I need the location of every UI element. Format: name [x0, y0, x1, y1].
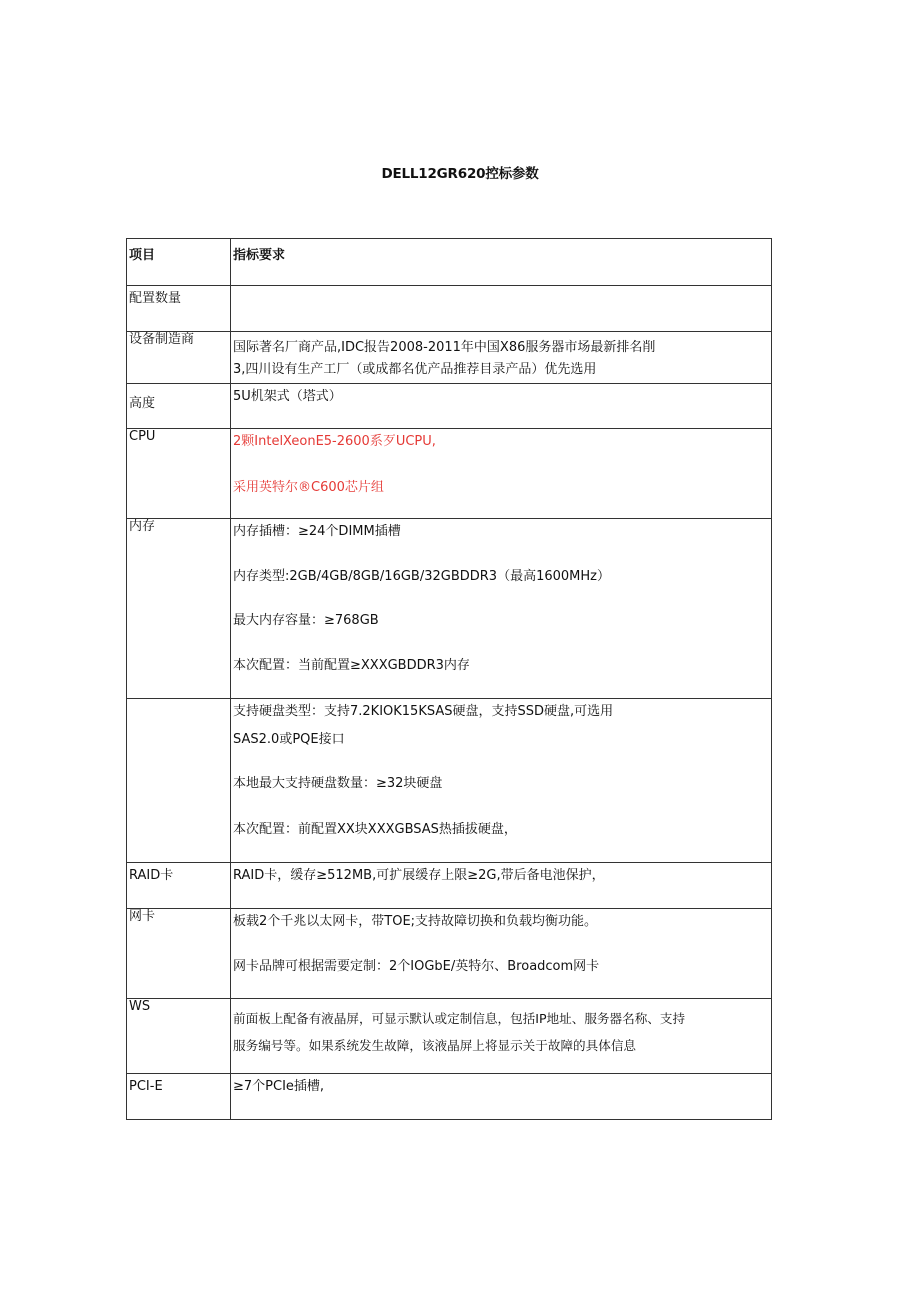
requirement-line: 服务编号等。如果系统发生故障，该液晶屏上将显示关于故障的具体信息	[233, 1038, 636, 1054]
row-requirement-memory	[231, 519, 772, 699]
table-row	[127, 699, 772, 863]
requirement-line: 本地最大支持硬盘数量：≥32块硬盘	[233, 776, 443, 792]
requirement-line: 本次配置：当前配置≥XXXGBDDR3内存	[233, 657, 470, 673]
requirement-line: 前面板上配备有液晶屏，可显示默认或定制信息，包括IP地址、服务器名称、支持	[233, 1011, 686, 1026]
row-requirement-cpu	[231, 429, 772, 519]
requirement-line: 内存类型:2GB/4GB/8GB/16GB/32GBDDR3（最高1600MHz）	[233, 568, 610, 584]
requirement-line: 国际著名厂商产品,IDC报告2008-2011年中国X86服务器市场最新排名削	[233, 340, 656, 355]
row-item-manufacturer: 设备制造商	[127, 332, 231, 384]
table-row	[127, 332, 772, 384]
table-row	[127, 863, 772, 909]
table-row	[127, 999, 772, 1074]
row-item-memory: 内存	[127, 519, 231, 699]
requirement-line: 网卡品牌可根据需要定制：2个IOGbE/英特尔、Broadcom网卡	[233, 958, 600, 974]
row-item-raid: RAID卡	[127, 863, 231, 909]
header-requirement: 指标要求	[231, 239, 772, 286]
spec-table	[126, 238, 772, 1120]
table-header-row	[127, 239, 772, 286]
row-requirement-manufacturer	[231, 332, 772, 384]
requirement-line: 内存插槽：≥24个DIMM插槽	[233, 524, 401, 539]
row-item-cpu: CPU	[127, 429, 231, 519]
requirement-line: ≥7个PCIe插槽,	[233, 1079, 325, 1094]
requirement-line: 2颗IntelXeonE5-2600系歹UCPU,	[233, 434, 436, 449]
requirement-line: SAS2.0或PQE接口	[233, 731, 345, 747]
row-item-ws: WS	[127, 999, 231, 1074]
table-row	[127, 429, 772, 519]
row-requirement-ws	[231, 999, 772, 1074]
row-requirement-raid	[231, 863, 772, 909]
row-item-nic: 网卡	[127, 909, 231, 999]
row-item-pcie: PCI-E	[127, 1074, 231, 1120]
table-row	[127, 286, 772, 332]
requirement-line: 5U机架式（塔式）	[233, 389, 342, 404]
requirement-line: 支持硬盘类型：支持7.2KIOK15KSAS硬盘，支持SSD硬盘,可选用	[233, 704, 614, 719]
row-requirement-pcie	[231, 1074, 772, 1120]
row-item-height: 高度	[127, 384, 231, 429]
requirement-line: 采用英特尔®C600芯片组	[233, 479, 384, 495]
requirement-line: 3,四川设有生产工厂（或成都名优产品推荐目录产品）优先选用	[233, 361, 597, 377]
table-row	[127, 519, 772, 699]
row-requirement-storage	[231, 699, 772, 863]
table-row	[127, 384, 772, 429]
page-title: DELL12GR620控标参数	[381, 166, 539, 182]
row-requirement-height	[231, 384, 772, 429]
row-requirement-nic	[231, 909, 772, 999]
row-item-quantity: 配置数量	[127, 286, 231, 332]
row-requirement-quantity	[231, 286, 772, 332]
table-row	[127, 909, 772, 999]
requirement-line: RAID卡，缓存≥512MB,可扩展缓存上限≥2G,带后备电池保护，	[233, 868, 605, 883]
requirement-line: 最大内存容量：≥768GB	[233, 613, 379, 629]
row-item-storage	[127, 699, 231, 863]
table-row	[127, 1074, 772, 1120]
header-item: 项目	[127, 239, 231, 286]
requirement-line: 板载2个千兆以太网卡，带TOE;支持故障切换和负载均衡功能。	[233, 914, 598, 929]
requirement-line: 本次配置：前配置XX块XXXGBSAS热插拔硬盘，	[233, 821, 517, 837]
